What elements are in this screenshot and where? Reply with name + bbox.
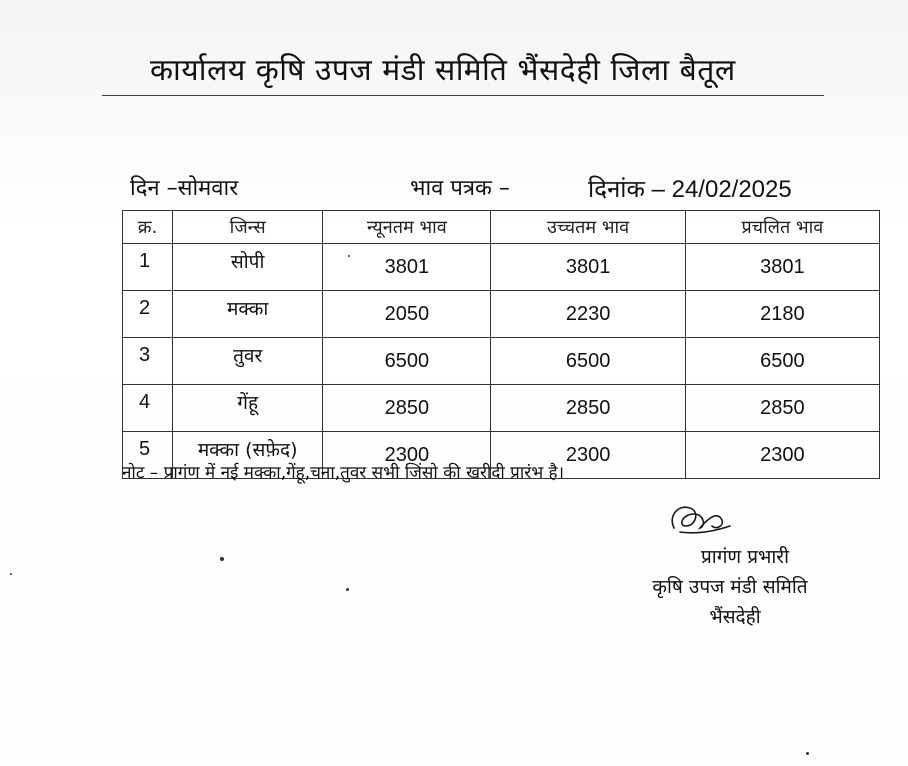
signatory-location: भैंसदेही [709, 606, 761, 628]
day-label: दिन –सोमवार [130, 176, 239, 201]
cell-min-price: 3801 [323, 244, 491, 291]
header-modal-price: प्रचलित भाव [685, 211, 879, 244]
table-row [123, 244, 880, 291]
paper-speck [806, 752, 809, 755]
table-row [123, 338, 880, 385]
cell-commodity: सोपी [173, 244, 323, 291]
header-serial: क्र. [123, 211, 173, 244]
cell-commodity: मक्का [173, 291, 323, 338]
office-title: कार्यालय कृषि उपज मंडी समिति भैंसदेही जिला बैतूल [150, 53, 736, 88]
handwritten-signature [660, 496, 740, 542]
cell-serial: 4 [123, 385, 173, 432]
paper-speck [348, 255, 350, 257]
cell-commodity: गेंहू [173, 385, 323, 432]
cell-max-price: 2850 [491, 385, 685, 432]
cell-max-price: 3801 [491, 244, 685, 291]
cell-max-price: 2230 [491, 291, 685, 338]
cell-commodity: तुवर [173, 338, 323, 385]
cell-modal-price: 2300 [685, 432, 879, 479]
cell-max-price: 6500 [491, 338, 685, 385]
header-min-price: न्यूनतम भाव [323, 211, 491, 244]
cell-modal-price: 6500 [685, 338, 879, 385]
cell-min-price: 2850 [323, 385, 491, 432]
signatory-organization: कृषि उपज मंडी समिति [652, 576, 808, 598]
cell-max-price: 2300 [491, 432, 685, 479]
paper-speck [346, 588, 349, 591]
table-header-row [123, 211, 880, 244]
date-label: दिनांक – 24/02/2025 [588, 176, 792, 203]
paper-speck [10, 573, 12, 575]
header-commodity: जिन्स [173, 211, 323, 244]
rates-table [122, 210, 880, 479]
cell-modal-price: 2850 [685, 385, 879, 432]
title-underline [102, 95, 824, 96]
signatory-block [600, 542, 860, 632]
cell-serial: 3 [123, 338, 173, 385]
cell-min-price: 2050 [323, 291, 491, 338]
paper-speck [220, 557, 224, 561]
cell-serial: 1 [123, 244, 173, 291]
rate-sheet-label: भाव पत्रक – [410, 176, 510, 201]
note-text: नोट – प्रागंण में नई मक्का,गेंहू,चना,तुवर सभी जिंसो की खरीदी प्रारंभ है। [122, 463, 565, 483]
cell-serial: 5 [123, 432, 173, 479]
cell-min-price: 6500 [323, 338, 491, 385]
table-row [123, 385, 880, 432]
cell-commodity: मक्का (सफ़ेद) [173, 432, 323, 479]
table-row [123, 291, 880, 338]
cell-serial: 2 [123, 291, 173, 338]
signatory-designation: प्रागंण प्रभारी [701, 546, 789, 568]
cell-min-price: 2300 [323, 432, 491, 479]
header-max-price: उच्चतम भाव [491, 211, 685, 244]
cell-modal-price: 3801 [685, 244, 879, 291]
cell-modal-price: 2180 [685, 291, 879, 338]
